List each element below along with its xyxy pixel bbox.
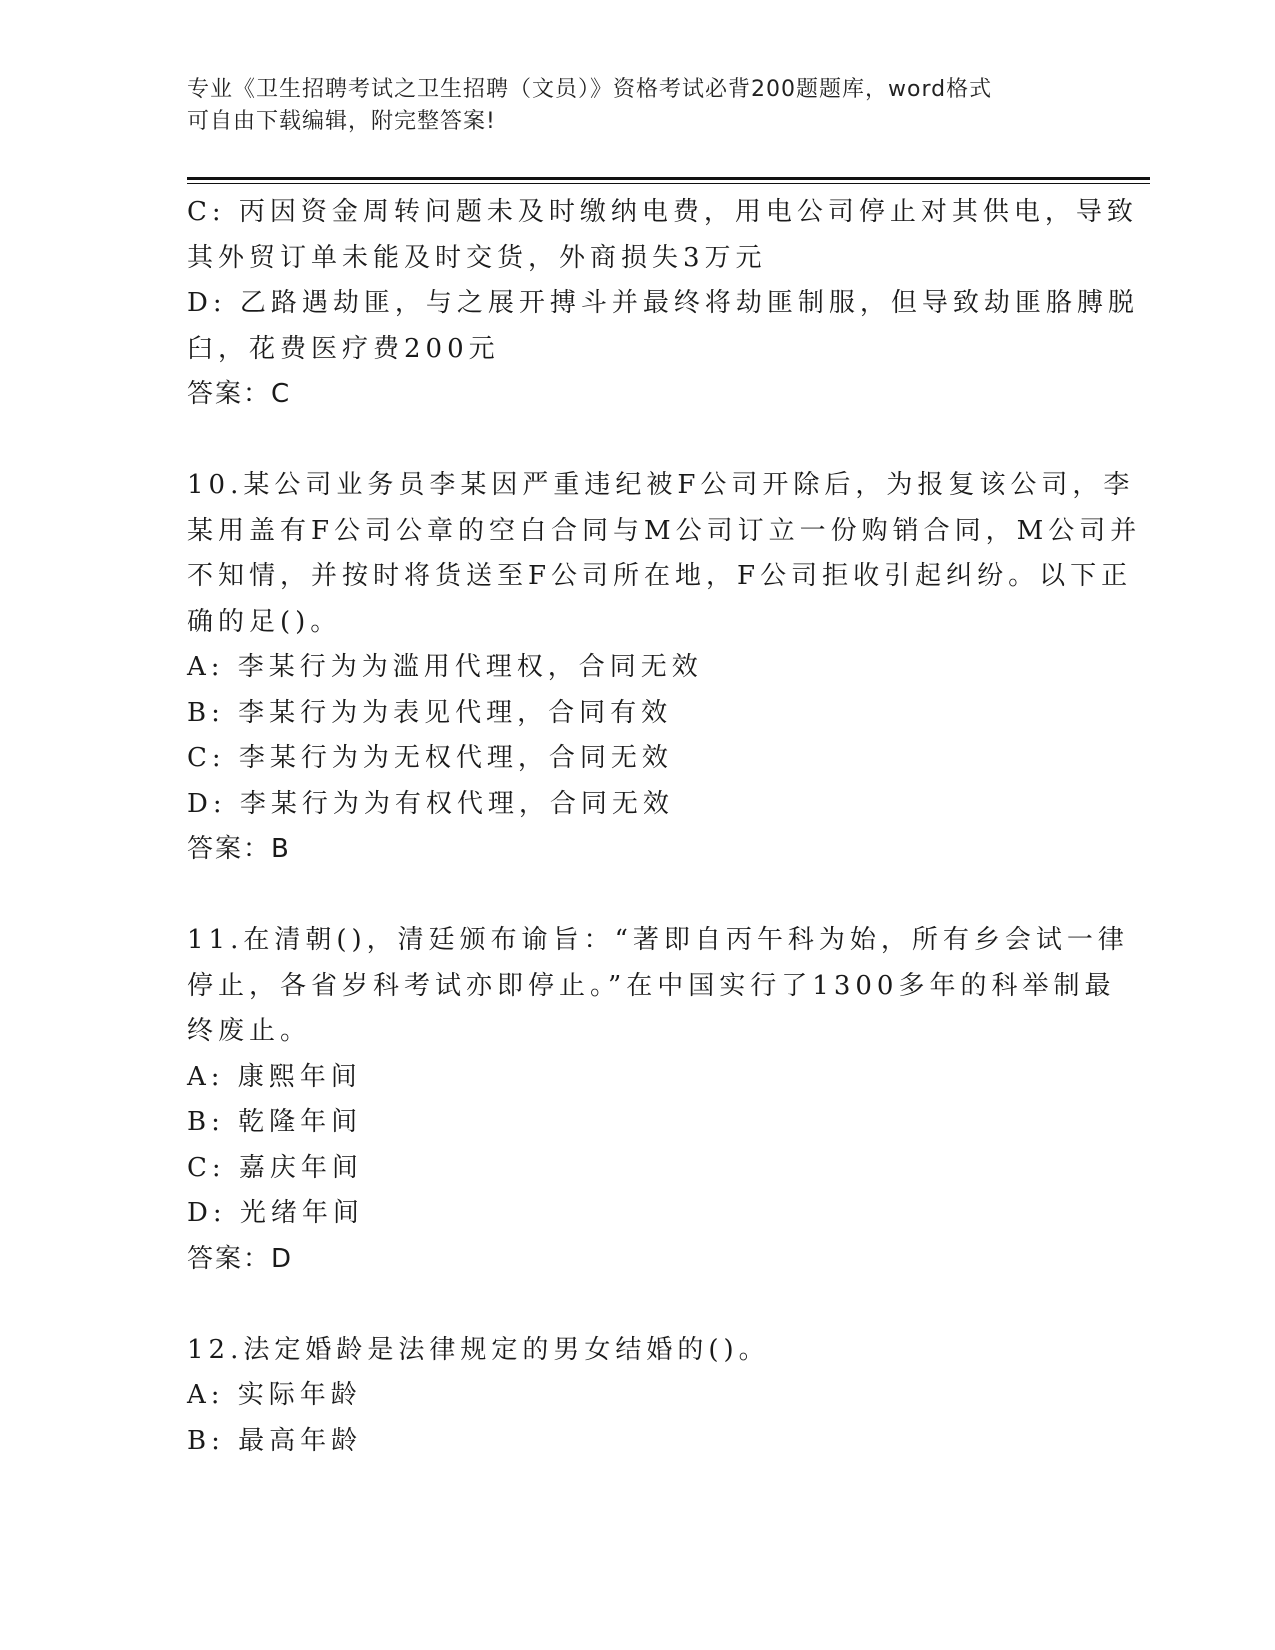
option-d: D: 李某行为为有权代理，合同无效 <box>187 788 674 819</box>
question-spacer <box>187 873 1087 919</box>
option-d-line-2: 臼，花费医疗费200元 <box>187 333 500 364</box>
question-stem-line-4: 确的足()。 <box>187 606 342 637</box>
option-a: A: 实际年龄 <box>187 1380 362 1410</box>
question-stem-line-1: 11.在清朝()，清廷颁布谕旨：“著即自丙午科为始，所有乡会试一律 <box>187 925 1129 955</box>
question-stem-line-1: 10.某公司业务员李某因严重违纪被F公司开除后，为报复该公司，李 <box>187 470 1135 500</box>
option-a: A: 李某行为为滥用代理权，合同无效 <box>187 652 703 682</box>
question-list <box>187 190 1142 1464</box>
header-divider-thick <box>187 177 1150 180</box>
header-title-line-1: 专业《卫生招聘考试之卫生招聘（文员）》资格考试必背200题题库，word格式 <box>187 77 993 102</box>
option-d-line-1: D: 乙路遇劫匪，与之展开搏斗并最终将劫匪制服，但导致劫匪胳膊脱 <box>187 288 1139 318</box>
option-b: B: 李某行为为表见代理，合同有效 <box>187 697 673 728</box>
option-c: C: 嘉庆年间 <box>187 1152 363 1183</box>
option-c-line-2: 其外贸订单未能及时交货，外商损失3万元 <box>187 242 767 273</box>
answer-label: 答案：C <box>187 379 292 409</box>
question-9-tail <box>187 190 1139 418</box>
option-c: C: 李某行为为无权代理，合同无效 <box>187 743 673 773</box>
question-stem-line-2: 停止，各省岁科考试亦即停止。”在中国实行了1300多年的科举制最 <box>187 970 1116 1001</box>
option-b: B: 乾隆年间 <box>187 1107 363 1137</box>
option-d: D: 光绪年间 <box>187 1198 364 1228</box>
question-11 <box>187 918 1129 1282</box>
option-a: A: 康熙年间 <box>187 1061 362 1092</box>
answer-label: 答案：B <box>187 834 291 864</box>
header-title-line-2: 可自由下载编辑，附完整答案! <box>187 109 496 134</box>
question-stem-line-1: 12.法定婚龄是法律规定的男女结婚的()。 <box>187 1334 770 1365</box>
option-b: B: 最高年龄 <box>187 1425 363 1456</box>
answer-label: 答案：D <box>187 1243 294 1274</box>
question-spacer <box>187 1282 1087 1328</box>
question-spacer <box>187 418 1087 464</box>
question-stem-line-2: 某用盖有F公司公章的空白合同与M公司订立一份购销合同，M公司并 <box>187 515 1142 546</box>
question-stem-line-3: 终废止。 <box>187 1016 312 1046</box>
option-c-line-1: C: 丙因资金周转问题未及时缴纳电费，用电公司停止对其供电，导致 <box>187 197 1138 227</box>
document-header <box>187 74 1087 138</box>
question-10 <box>187 463 1142 873</box>
question-stem-line-3: 不知情，并按时将货送至F公司所在地，F公司拒收引起纠纷。以下正 <box>187 561 1133 591</box>
header-divider-thin <box>187 183 1150 184</box>
question-12 <box>187 1328 1087 1465</box>
